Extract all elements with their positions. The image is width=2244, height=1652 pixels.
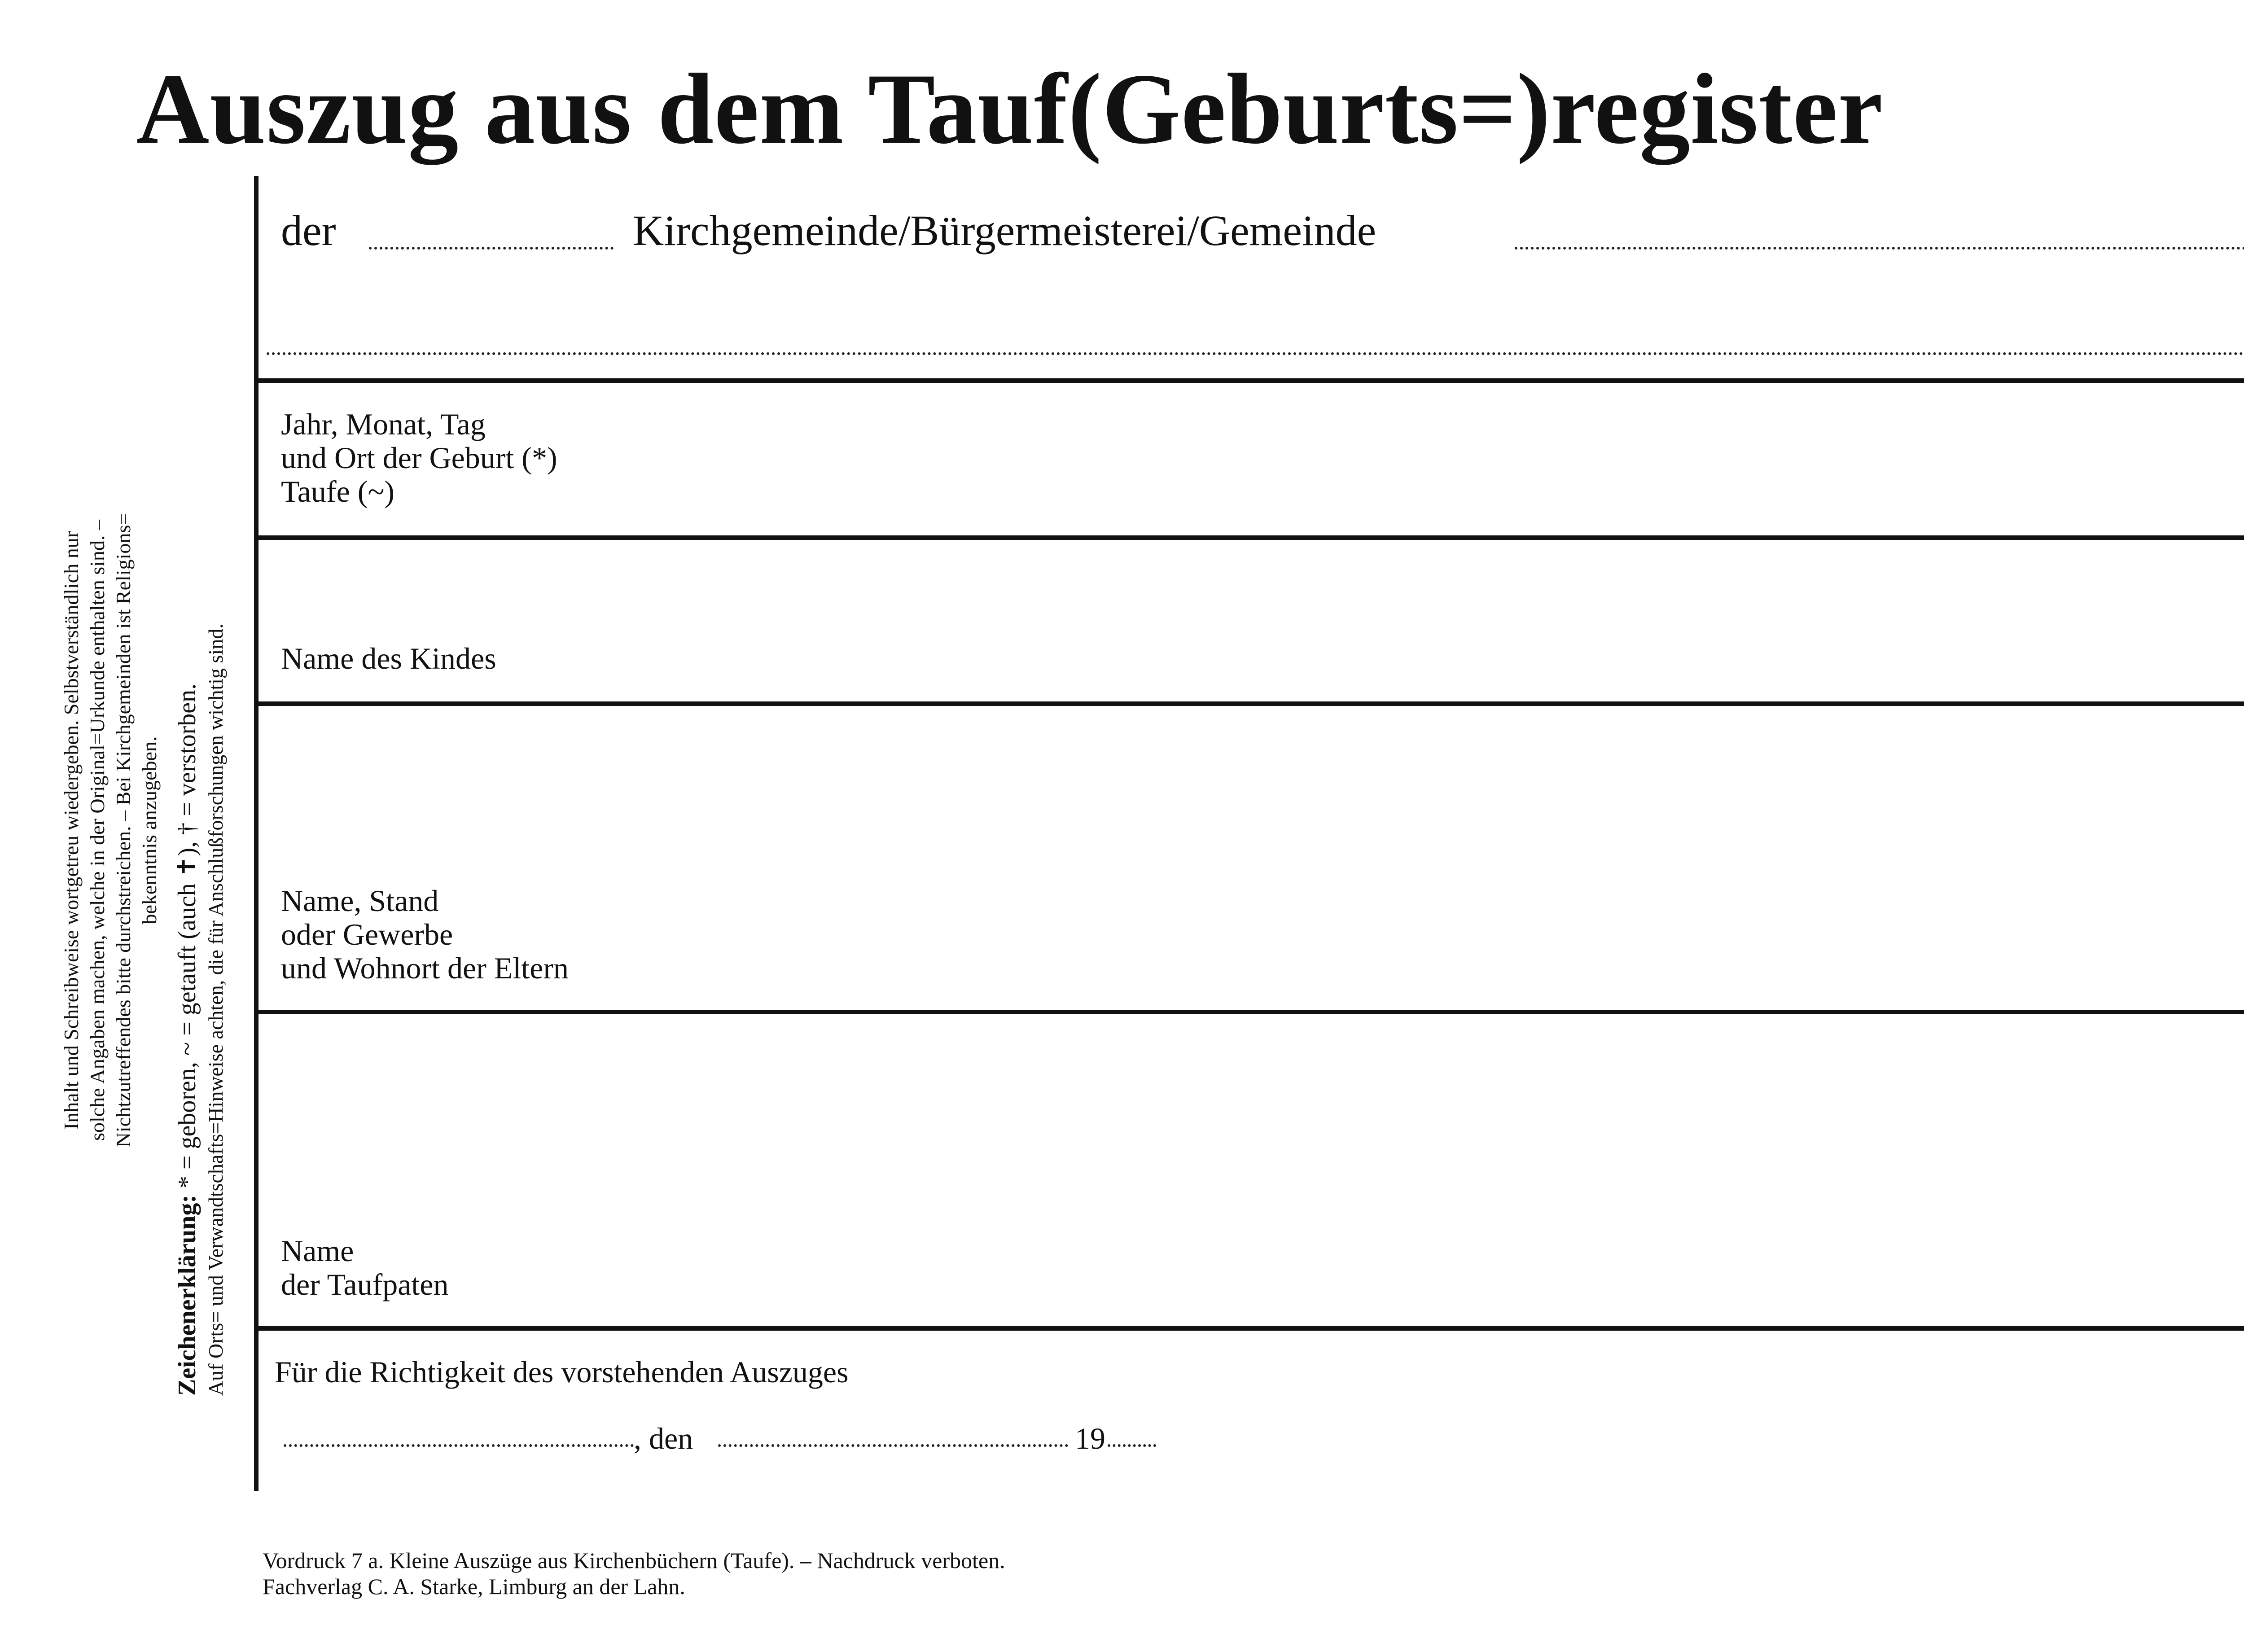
birth-date-place-label bbox=[281, 408, 557, 508]
divider-5 bbox=[254, 1326, 2244, 1331]
date-field[interactable] bbox=[718, 1444, 1068, 1447]
godparents-label-line: Name bbox=[281, 1234, 354, 1268]
instructions-line: solche Angaben machen, welche in der Original=Urkunde enthalten sind. – bbox=[86, 520, 109, 1141]
form-title: Auszug aus dem Tauf(Geburts=)register bbox=[136, 53, 1884, 165]
place-field[interactable] bbox=[284, 1444, 634, 1447]
instructions-note bbox=[58, 359, 162, 1301]
den-label: , den bbox=[634, 1421, 693, 1455]
divider-1 bbox=[254, 378, 2244, 383]
divider-3 bbox=[254, 701, 2244, 706]
birth-label-line: und Ort der Geburt (*) bbox=[281, 441, 557, 475]
legend-heading: Zeichenerklärung: bbox=[173, 1195, 201, 1396]
child-label-line: Name des Kindes bbox=[281, 641, 496, 675]
parish-name-field[interactable] bbox=[369, 247, 614, 250]
year-field[interactable] bbox=[1108, 1444, 1156, 1447]
footer-line: Fachverlag C. A. Starke, Limburg an der Lahn. bbox=[263, 1574, 685, 1599]
instructions-line: Inhalt und Schreibweise wortgetreu wiedergeben. Selbstverständlich nur bbox=[60, 530, 83, 1130]
godparents-label-line: der Taufpaten bbox=[281, 1267, 449, 1301]
certification-statement: Für die Richtigkeit des vorstehenden Auszuges bbox=[275, 1355, 849, 1389]
municipality-name-field[interactable] bbox=[1515, 247, 2244, 250]
symbol-legend bbox=[173, 229, 230, 1396]
parents-label-line: Name, Stand bbox=[281, 884, 439, 918]
legend-text: * = geboren, ~ = getauft (auch ✝), † = verstorben. bbox=[173, 683, 201, 1189]
legend-note: Auf Orts= und Verwandtschafts=Hinweise achten, die für Anschlußforschungen wichtig sind. bbox=[204, 623, 227, 1396]
left-vertical-rule bbox=[254, 176, 259, 1491]
divider-4 bbox=[254, 1010, 2244, 1014]
parish-type-label: Kirchgemeinde/Bürgermeisterei/Gemeinde bbox=[633, 206, 1376, 254]
birth-label-line: Jahr, Monat, Tag bbox=[281, 407, 486, 441]
header-continuation-field[interactable] bbox=[267, 352, 2244, 355]
footer-line: Vordruck 7 a. Kleine Auszüge aus Kirchenbüchern (Taufe). – Nachdruck verboten. bbox=[263, 1548, 1005, 1573]
birth-label-line: Taufe (~) bbox=[281, 474, 394, 508]
divider-2 bbox=[254, 535, 2244, 540]
parents-label-line: oder Gewerbe bbox=[281, 917, 453, 951]
parents-label bbox=[281, 884, 569, 985]
child-name-label bbox=[281, 642, 496, 675]
godparents-label bbox=[281, 1234, 448, 1301]
form-footer bbox=[263, 1547, 1005, 1599]
parents-label-line: und Wohnort der Eltern bbox=[281, 951, 569, 985]
instructions-line: bekenntnis anzugeben. bbox=[138, 736, 161, 925]
year-prefix-label: 19 bbox=[1075, 1421, 1105, 1455]
instructions-line: Nichtzutreffendes bitte durchstreichen. – Bei Kirchgemeinden ist Religions= bbox=[112, 513, 135, 1148]
der-label: der bbox=[281, 206, 336, 254]
